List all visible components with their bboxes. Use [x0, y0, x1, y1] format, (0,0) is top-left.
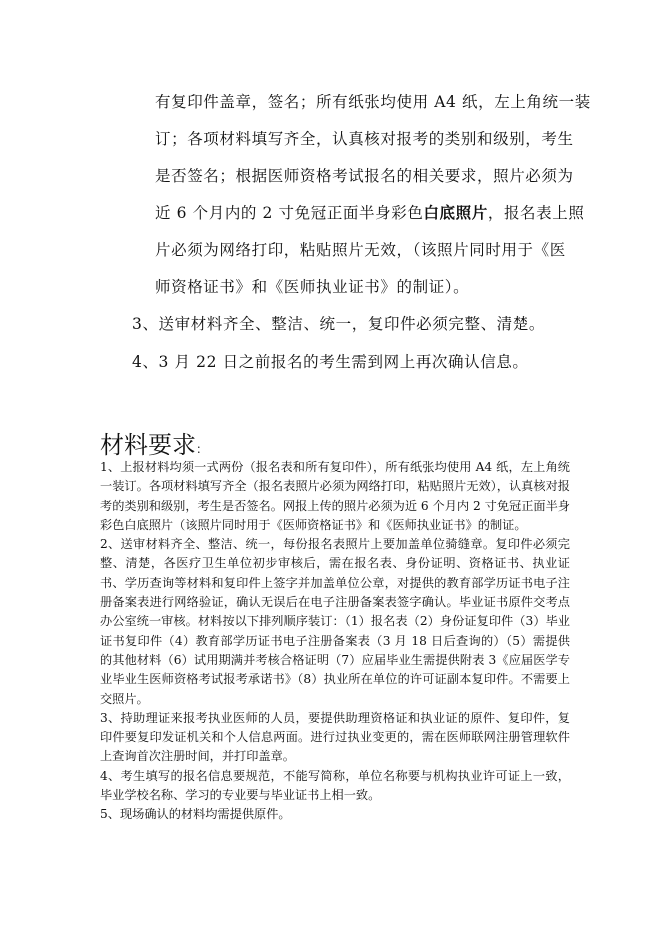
item-3: 3、送审材料齐全、整洁、统一，复印件必须完整、清楚。	[132, 315, 545, 333]
material-item-3: 3、持助理证来报考执业医师的人员，要提供助理资格证和执业证的原件、复印件，复印件要复印发证机关和个人信息两面。进行过执业变更的，需在医师联网注册管理软件上查询首次注册时间，并打印盖章。	[100, 710, 570, 764]
paragraph-line-5: 片必须为网络打印，粘贴照片无效，（该照片同时用于《医	[155, 241, 566, 259]
materials-heading	[100, 425, 208, 460]
paragraph-line-3: 是否签名；根据医师资格考试报名的相关要求，照片必须为	[155, 167, 574, 185]
material-item-4: 4、考生填写的报名信息要规范，不能写简称，单位名称要与机构执业许可证上一致，毕业学校名称、学习的专业要与毕业证书上相一致。	[100, 768, 570, 803]
item-4: 4、3 月 22 日之前报名的考生需到网上再次确认信息。	[132, 353, 529, 371]
line-4-tail: ，报名表上照	[487, 204, 585, 222]
paragraph-line-6: 师资格证书》和《医师执业证书》的制证）。	[155, 278, 470, 296]
paragraph-line-2: 订；各项材料填写齐全，认真核对报考的类别和级别，考生	[155, 130, 574, 148]
material-item-2: 2、送审材料齐全、整洁、统一，每份报名表照片上要加盖单位骑缝章。复印件必须完整、清楚，各医疗卫生单位初步审核后，需在报名表、身份证明、资格证书、执业证书、学历查询等材料和复印件上签字并加盖单位公章，对提供的教育部学历证书电子注册备案表进行网络验证，确认无误后在电子注册备案表签字确认。毕业证书原件交考点办公室统一审核。材料按以下排列顺序装订：（1）报名表（2）身份证复印件（3）毕业证书复印件（4）教育部学历证书电子注册备案表（3 月 18 日后查询的）（5）需提供的其他材料（6）试用期满并考核合格证明（7）应届毕业生需提供附表 3《应届医学专业毕业生医师资格考试报考承诺书》（8）执业所在单位的许可证副本复印件。不需要上交照片。	[100, 537, 570, 706]
materials-list	[100, 458, 570, 825]
line-4-text: 近 6 个月内的 2 寸免冠正面半身彩色	[155, 204, 424, 222]
heading-colon: ：	[196, 442, 209, 456]
paragraph-line-4	[155, 201, 584, 223]
bold-phrase: 白底照片	[423, 203, 488, 222]
material-item-1: 1、上报材料均须一式两份（报名表和所有复印件），所有纸张均使用 A4 纸，左上角统一装订。各项材料填写齐全（报名表照片必须为网络打印，粘贴照片无效），认真核对报考的类别和级别，考生是否签名。网报上传的照片必须为近 6 个月内 2 寸免冠正面半身彩色白底照片（该照片同时用于《医师资格证书》和《医师执业证书》的制证。	[100, 460, 570, 532]
paragraph-line-1: 有复印件盖章，签名；所有纸张均使用 A4 纸，左上角统一装	[155, 93, 591, 111]
material-item-5: 5、现场确认的材料均需提供原件。	[100, 807, 291, 822]
heading-text: 材料要求	[100, 431, 196, 459]
